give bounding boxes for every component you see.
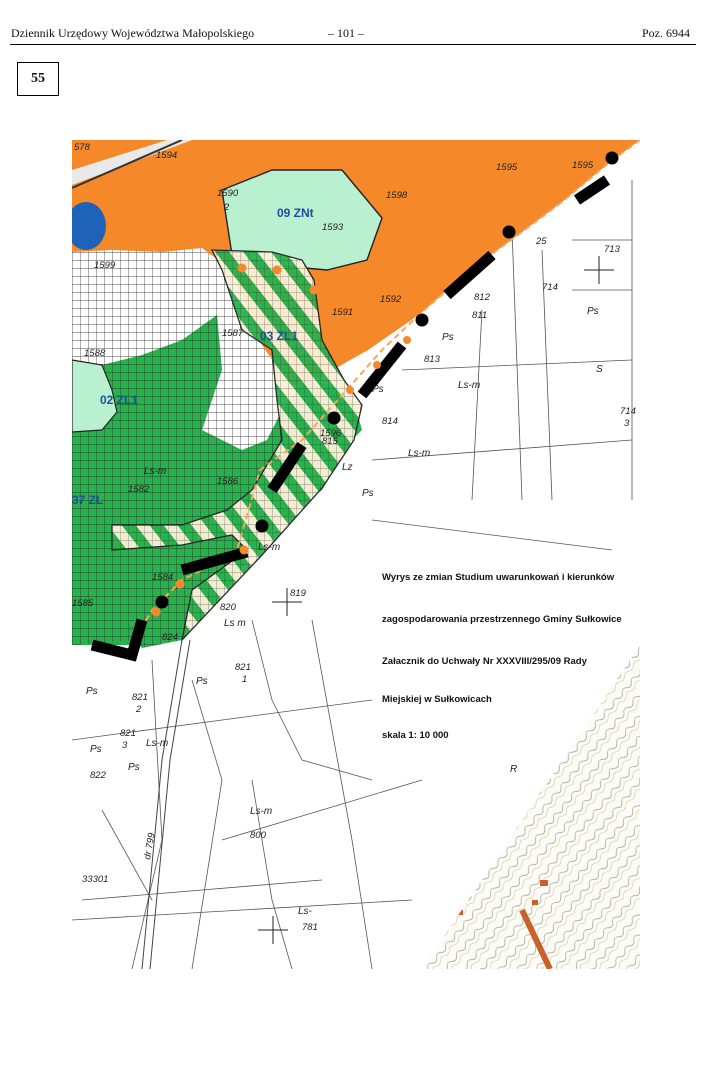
journal-title: Dziennik Urzędowy Województwa Małopolskiego — [11, 26, 255, 40]
landuse-label: Ps — [362, 488, 374, 499]
parcel-label: 821 — [235, 662, 251, 673]
parcel-label: 1594 — [156, 150, 178, 161]
parcel-label: 1599 — [94, 260, 116, 271]
caption-line-1: Wyrys ze zmian Studium uwarunkowań i kierunków — [382, 572, 615, 583]
parcel-label: 1588 — [84, 348, 106, 359]
parcel-label: 713 — [604, 244, 620, 255]
parcel-label: 714 — [620, 406, 636, 417]
parcel-label: 813 — [424, 354, 440, 365]
parcel-label: 815 — [322, 436, 338, 447]
landuse-label: Ps — [196, 676, 208, 687]
header-rule — [10, 44, 696, 45]
caption-line-2: zagospodarowania przestrzennego Gminy Sułkowice — [382, 614, 622, 625]
landuse-label: R — [510, 764, 518, 775]
parcel-label: 811 — [472, 310, 488, 321]
page-number-box: 55 — [17, 62, 59, 96]
landuse-label: Ls-m — [408, 448, 431, 459]
parcel-label: 578 — [74, 142, 90, 153]
position-number: Poz. 6944 — [642, 26, 690, 40]
parcel-label: 1584 — [152, 572, 174, 583]
parcel-label: 1582 — [128, 484, 150, 495]
page-number-header: – 101 – — [328, 26, 364, 40]
zone-label-37: 37 ZL — [72, 493, 104, 507]
landuse-label: Ps — [128, 762, 140, 773]
parcel-label: 1587 — [222, 328, 244, 339]
parcel-label: 2 — [224, 202, 230, 213]
landuse-label: Ps — [372, 384, 384, 395]
parcel-label: 25 — [536, 236, 547, 247]
parcel-label: 819 — [290, 588, 306, 599]
parcel-label: 820 — [220, 602, 236, 613]
landuse-label: Ls- — [298, 906, 312, 917]
landuse-label: Ls-m — [250, 806, 273, 817]
parcel-label: 781 — [302, 922, 318, 933]
landuse-label: Ls-m — [146, 738, 169, 749]
parcel-label: 2 — [136, 704, 142, 715]
parcel-label: 1590 — [217, 188, 239, 199]
parcel-label: 800 — [250, 830, 266, 841]
parcel-label: 1598 — [386, 190, 408, 201]
parcel-label: dr 799 — [142, 832, 158, 861]
landuse-label: Ls-m — [144, 466, 167, 477]
zone-label-02: 02 ZL1 — [100, 393, 139, 407]
parcel-label: 824 — [162, 632, 178, 643]
parcel-label: 821 — [132, 692, 148, 703]
landuse-label: Ps — [442, 332, 454, 343]
caption-line-4: Miejskiej w Sułkowicach — [382, 694, 492, 705]
parcel-label: 1585 — [72, 598, 94, 609]
zone-label-09: 09 ZNt — [277, 206, 314, 220]
parcel-label: 1 — [242, 674, 248, 685]
landuse-label: S — [596, 364, 603, 375]
parcel-label: 1595 — [496, 162, 518, 173]
landuse-label: Ps — [90, 744, 102, 755]
landuse-label: Ps — [587, 306, 599, 317]
caption-line-3: Załacznik do Uchwały Nr XXXVIII/295/09 Rady — [382, 656, 587, 667]
parcel-label: 1596 — [320, 428, 342, 439]
zone-label-03: 03 ZL1 — [260, 329, 299, 343]
parcel-label: 714 — [542, 282, 558, 293]
parcel-label: 1595 — [572, 160, 594, 171]
parcel-label: 33301 — [82, 874, 109, 885]
parcel-label: 814 — [382, 416, 398, 427]
parcel-label: 822 — [90, 770, 106, 781]
map-extract — [72, 140, 640, 969]
landuse-label: Ls-m — [458, 380, 481, 391]
landuse-label: Lz — [342, 462, 353, 473]
parcel-label: 3 — [122, 740, 128, 751]
parcel-label: 812 — [474, 292, 490, 303]
landuse-label: Ls m — [224, 618, 246, 629]
caption-line-5: skala 1: 10 000 — [382, 730, 449, 741]
landuse-label: Ps — [86, 686, 98, 697]
parcel-label: 3 — [624, 418, 630, 429]
parcel-label: 821 — [120, 728, 136, 739]
landuse-label: Ls-m — [258, 542, 281, 553]
parcel-label: 1591 — [332, 307, 354, 318]
parcel-label: 1586 — [217, 476, 239, 487]
parcel-label: 1593 — [322, 222, 344, 233]
parcel-label: 1592 — [380, 294, 402, 305]
